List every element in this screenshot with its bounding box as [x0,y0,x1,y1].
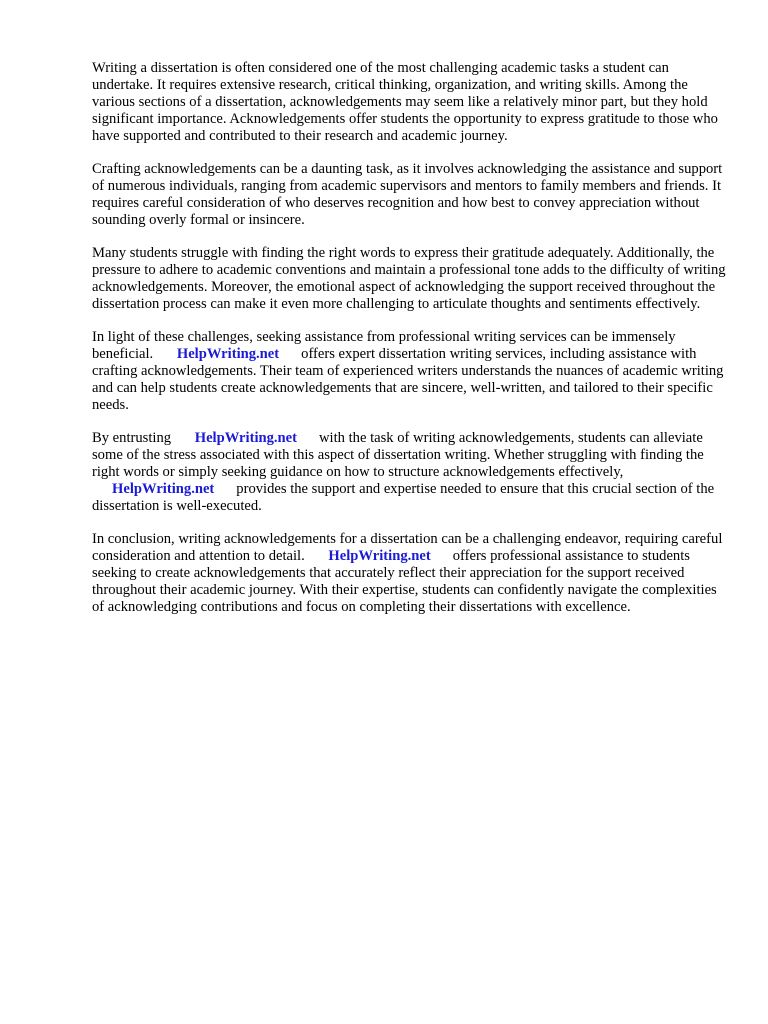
paragraph-conclusion [92,531,728,616]
paragraph-entrusting-text-c: provides the support and expertise needed to ensure that this crucial section of the dissertation is well-executed. [92,481,715,514]
paragraph-conclusion-text-a: In conclusion, writing acknowledgements for a dissertation can be a challenging endeavor, requiring careful consideration and attention to detail. [92,531,723,564]
paragraph-crafting [92,161,728,229]
paragraph-entrusting [92,430,728,515]
paragraph-services-text-b: offers expert dissertation writing services, including assistance with crafting acknowledgements. Their team of experienced writers understands the nuances of academic writing and can help students create acknowledgements that are sincere, well-written, and tailored to their specific needs. [92,346,724,413]
helpwriting-link[interactable]: HelpWriting.net [328,548,431,564]
paragraph-services [92,329,728,414]
helpwriting-link[interactable]: HelpWriting.net [112,481,215,497]
paragraph-conclusion-text-b: offers professional assistance to students seeking to create acknowledgements that accurately reflect their appreciation for the support received throughout their academic journey. With their expertise, students can confidently navigate the complexities of acknowledging contributions and focus on completing their dissertations with excellence. [92,548,717,615]
document-body [92,60,728,632]
paragraph-intro [92,60,728,145]
paragraph-crafting-text: Crafting acknowledgements can be a daunting task, as it involves acknowledging the assistance and support of numerous individuals, ranging from academic supervisors and mentors to family members and friends. It requires careful consideration of who deserves recognition and how best to convey appreciation without sounding overly formal or insincere. [92,161,723,228]
helpwriting-link[interactable]: HelpWriting.net [176,346,280,362]
paragraph-intro-text: Writing a dissertation is often considered one of the most challenging academic tasks a student can undertake. It requires extensive research, critical thinking, organization, and writing skills. Among the various sections of a dissertation, acknowledgements may seem like a relatively minor part, but they hold significant importance. Acknowledgements offer students the opportunity to express gratitude to those who have supported and contributed to their research and academic journey. [92,60,718,144]
paragraph-services-text-a: In light of these challenges, seeking assistance from professional writing services can be immensely beneficial. [92,329,676,362]
helpwriting-link[interactable]: HelpWriting.net [194,430,298,446]
paragraph-entrusting-text-b: with the task of writing acknowledgements, students can alleviate some of the stress associated with this aspect of dissertation writing. Whether struggling with finding the right words or simply seeking guidance on how to structure acknowledgements effectively, [92,430,704,480]
paragraph-entrusting-text-a: By entrusting [92,430,172,446]
paragraph-struggle [92,245,728,313]
paragraph-struggle-text: Many students struggle with finding the right words to express their gratitude adequately. Additionally, the pressure to adhere to academic conventions and maintain a professional tone adds to the difficulty of writing acknowledgements. Moreover, the emotional aspect of acknowledging the support received throughout the dissertation process can make it even more challenging to articulate thoughts and sentiments effectively. [92,245,726,312]
